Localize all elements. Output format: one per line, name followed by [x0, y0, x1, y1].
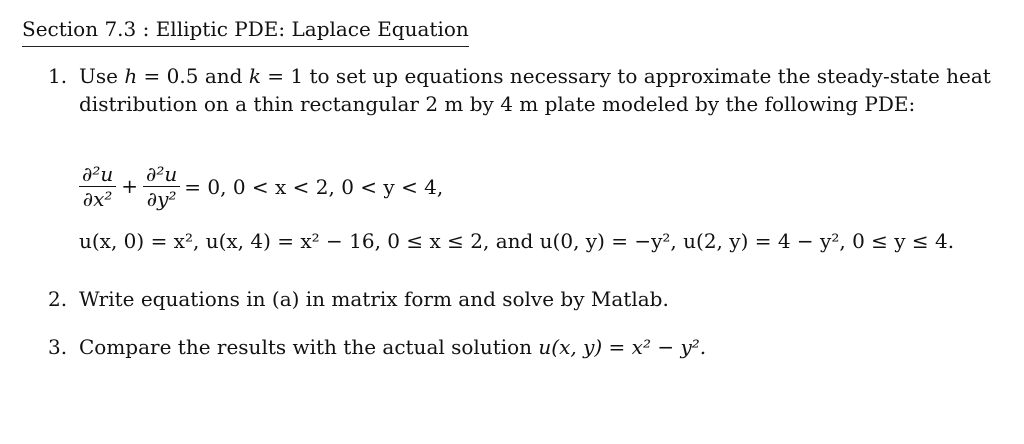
section-title: Section 7.3 : Elliptic PDE: Laplace Equation — [22, 16, 469, 47]
problem-number: 1. — [48, 64, 68, 88]
k-variable: k — [248, 64, 261, 88]
problem-text: Compare the results with the actual solution u(x, y) = x² − y². — [79, 335, 707, 359]
fraction-d2u-dy2: $\frac{\text{∂²u}}{\text{∂y²}}$ — [143, 162, 180, 211]
problem-2 — [48, 285, 1008, 313]
problem-text: Use h = 0.5 and k = 1 to set up equations necessary to approximate the steady-state heat distribution on a thin rectangular 2 m by 4 m plate modeled by the following PDE: — [79, 64, 991, 116]
problem-text: Write equations in (a) in matrix form and solve by Matlab. — [79, 287, 669, 311]
actual-solution: u(x, y) = x² − y². — [538, 335, 707, 359]
h-variable: h — [124, 64, 138, 88]
pde-equation — [79, 162, 443, 220]
problem-number: 3. — [48, 335, 68, 359]
plus-sign: + — [121, 173, 139, 198]
boundary-conditions: u(x, 0) = x², u(x, 4) = x² − 16, 0 ≤ x ≤ 2, and u(0, y) = −y², u(2, y) = 4 − y², 0 ≤ y ≤ 4. — [79, 229, 955, 253]
problem-3 — [48, 333, 1008, 361]
pde-domain: = 0, 0 < x < 2, 0 < y < 4, — [184, 174, 444, 199]
problem-1 — [48, 62, 1008, 118]
fraction-d2u-dx2: $\frac{\text{∂²u}}{\text{∂x²}}$ — [79, 162, 116, 211]
problem-number: 2. — [48, 287, 68, 311]
